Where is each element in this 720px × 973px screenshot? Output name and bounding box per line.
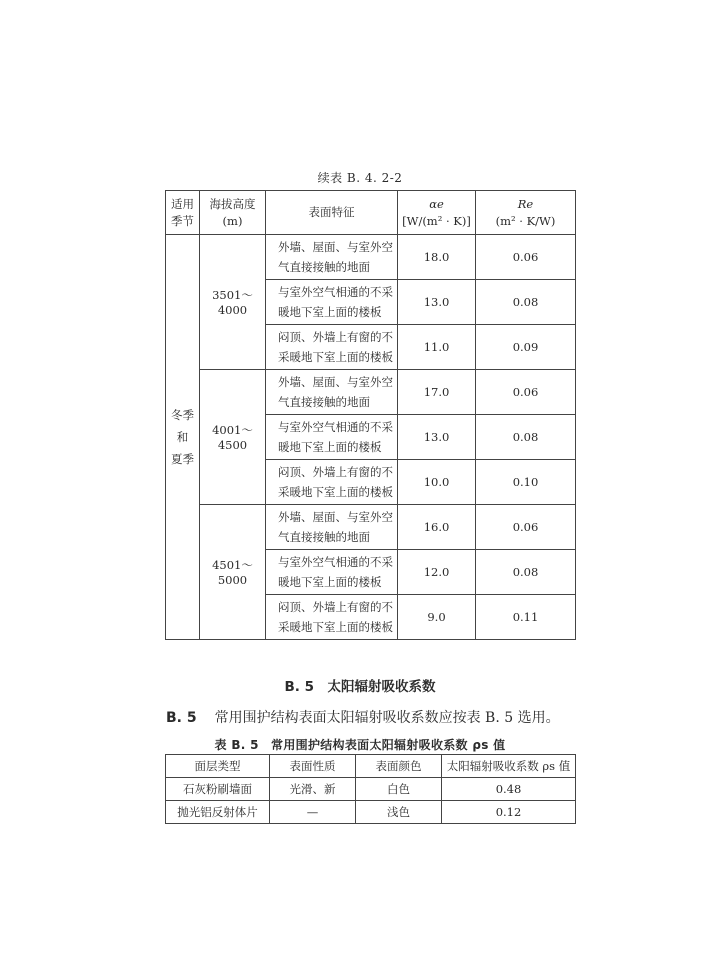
table-cell: —	[270, 801, 356, 824]
header-row	[166, 191, 576, 235]
feature-cell: 外墙、屋面、与室外空气直接接触的地面	[266, 235, 398, 280]
altitude-cell: 4001～4500	[200, 370, 266, 505]
feature-cell: 与室外空气相通的不采暖地下室上面的楼板	[266, 280, 398, 325]
season-label-line: 夏季	[171, 452, 194, 466]
season-label-line: 和	[176, 430, 189, 444]
alpha-value-cell: 13.0	[398, 280, 476, 325]
resistance-value-cell: 0.09	[476, 325, 576, 370]
table-cell: 0.48	[442, 778, 576, 801]
alpha-value-cell: 18.0	[398, 235, 476, 280]
table-b5-header-cell: 表面颜色	[356, 755, 442, 778]
season-cell	[166, 235, 200, 640]
feature-cell: 闷顶、外墙上有窗的不采暖地下室上面的楼板	[266, 460, 398, 505]
table-cell: 0.12	[442, 801, 576, 824]
altitude-cell: 4501～5000	[200, 505, 266, 640]
season-label-line: 冬季	[171, 408, 194, 422]
header-resistance: Re (m² · K/W)	[476, 191, 576, 235]
alpha-value-cell: 11.0	[398, 325, 476, 370]
feature-cell: 外墙、屋面、与室外空气直接接触的地面	[266, 370, 398, 415]
table-cell: 浅色	[356, 801, 442, 824]
resistance-value-cell: 0.08	[476, 415, 576, 460]
header-feature: 表面特征	[266, 191, 398, 235]
header-season: 适用 季节	[166, 191, 200, 235]
table-cell: 白色	[356, 778, 442, 801]
altitude-cell: 3501～4000	[200, 235, 266, 370]
clause-paragraph	[166, 707, 560, 727]
header-altitude: 海拔高度 (m)	[200, 191, 266, 235]
feature-cell: 与室外空气相通的不采暖地下室上面的楼板	[266, 415, 398, 460]
continued-table-b-4-2-2	[165, 190, 576, 640]
alpha-value-cell: 16.0	[398, 505, 476, 550]
resistance-value-cell: 0.08	[476, 280, 576, 325]
table-b5-header-cell: 太阳辐射吸收系数 ρs 值	[442, 755, 576, 778]
alpha-value-cell: 13.0	[398, 415, 476, 460]
table-b5-header-cell: 表面性质	[270, 755, 356, 778]
resistance-value-cell: 0.06	[476, 235, 576, 280]
continued-table-caption: 续表 B. 4. 2-2	[317, 171, 403, 185]
alpha-value-cell: 12.0	[398, 550, 476, 595]
table-cell: 抛光铝反射体片	[166, 801, 270, 824]
feature-cell: 闷顶、外墙上有窗的不采暖地下室上面的楼板	[266, 325, 398, 370]
alpha-value-cell: 10.0	[398, 460, 476, 505]
alpha-value-cell: 17.0	[398, 370, 476, 415]
clause-text: 常用围护结构表面太阳辐射吸收系数应按表 B. 5 选用。	[214, 710, 560, 726]
section-title: B. 5 太阳辐射吸收系数	[284, 679, 436, 695]
table-b5-caption: 表 B. 5 常用围护结构表面太阳辐射吸收系数 ρs 值	[214, 738, 506, 752]
table-cell: 石灰粉刷墙面	[166, 778, 270, 801]
table-row	[166, 370, 576, 415]
resistance-value-cell: 0.08	[476, 550, 576, 595]
resistance-value-cell: 0.06	[476, 505, 576, 550]
feature-cell: 外墙、屋面、与室外空气直接接触的地面	[266, 505, 398, 550]
table-row	[166, 505, 576, 550]
clause-number: B. 5	[166, 710, 197, 726]
table-row	[166, 801, 576, 824]
table-b5	[165, 754, 576, 824]
table-row	[166, 778, 576, 801]
resistance-value-cell: 0.11	[476, 595, 576, 640]
resistance-value-cell: 0.10	[476, 460, 576, 505]
resistance-value-cell: 0.06	[476, 370, 576, 415]
alpha-value-cell: 9.0	[398, 595, 476, 640]
table-cell: 光滑、新	[270, 778, 356, 801]
table-b5-header-row	[166, 755, 576, 778]
table-row	[166, 235, 576, 280]
header-alpha: αe [W/(m² · K)]	[398, 191, 476, 235]
feature-cell: 闷顶、外墙上有窗的不采暖地下室上面的楼板	[266, 595, 398, 640]
feature-cell: 与室外空气相通的不采暖地下室上面的楼板	[266, 550, 398, 595]
table-b5-header-cell: 面层类型	[166, 755, 270, 778]
